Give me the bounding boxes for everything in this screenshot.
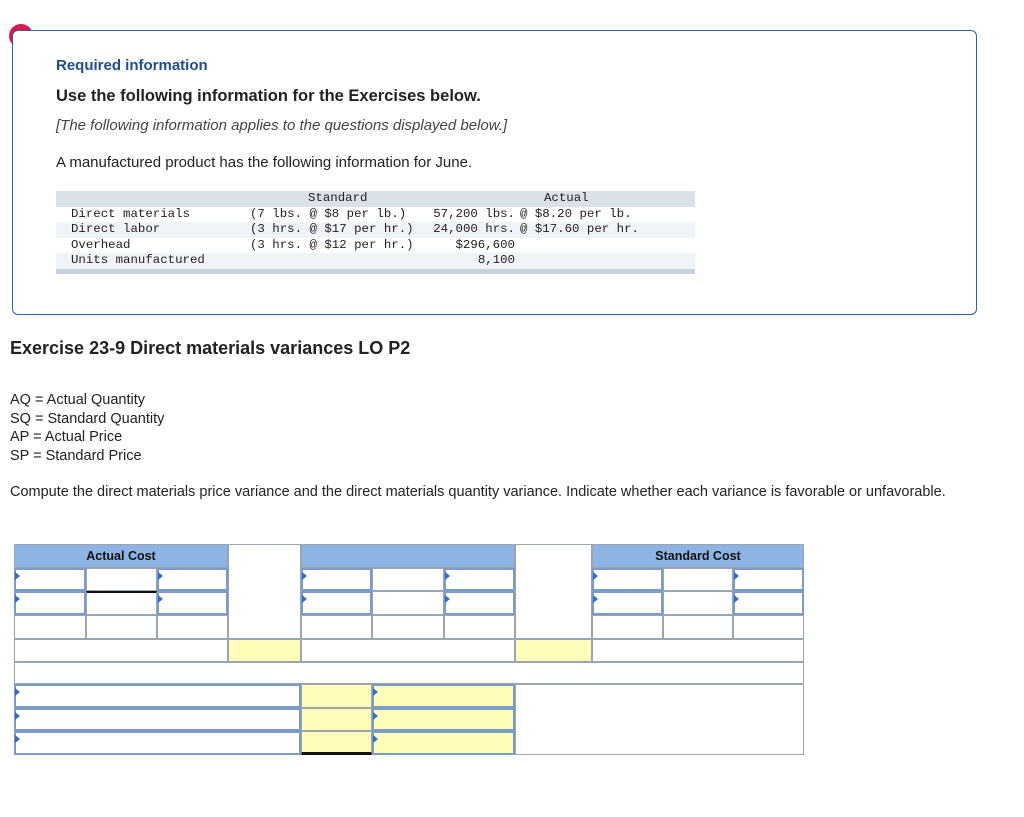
summary-status-select-1[interactable] (372, 684, 515, 708)
spacer-cell (515, 544, 592, 639)
row-label: Direct labor (71, 222, 161, 236)
result-cell (663, 615, 733, 639)
actual-quantity-input[interactable] (14, 568, 86, 591)
operator-cell (86, 568, 157, 591)
summary-label-input-3[interactable] (14, 731, 301, 755)
row-actual-qty: 24,000 hrs. (433, 222, 515, 236)
row-actual-rate: @ $8.20 per lb. (520, 206, 632, 221)
summary-status-select-2[interactable] (372, 708, 515, 731)
standard-header: Standard (308, 191, 368, 205)
row-label: Units manufactured (71, 253, 205, 267)
actual-price-input[interactable] (157, 568, 228, 591)
row-standard: (3 hrs. @ $17 per hr.) (250, 222, 414, 236)
price-variance-label-cell (14, 639, 228, 662)
row-standard: (3 hrs. @ $12 per hr.) (250, 237, 414, 252)
intro-text: A manufactured product has the following information for June. (56, 154, 473, 171)
result-cell (157, 615, 228, 639)
summary-status-select-3[interactable] (372, 731, 515, 755)
operator-cell (372, 591, 444, 615)
operator-cell (372, 568, 444, 591)
required-information-panel (12, 30, 977, 315)
result-cell (14, 615, 86, 639)
standard-quantity-value-input[interactable] (592, 591, 663, 615)
definition-ap: AP = Actual Price (10, 429, 123, 445)
summary-label-input-2[interactable] (14, 708, 301, 731)
standard-price-input-2[interactable] (733, 568, 804, 591)
table-row (56, 222, 695, 238)
variance-answer-grid (14, 544, 804, 755)
row-actual-qty: 8,100 (477, 253, 515, 267)
instructions-text: Compute the direct materials price variance and the direct materials quantity variance. Indicate whether each variance is favorable or unfavorable. (10, 484, 946, 500)
standard-quantity-input[interactable] (592, 568, 663, 591)
table-header-row (56, 191, 695, 207)
summary-blank-area (515, 684, 804, 755)
quantity-variance-label-cell (592, 639, 804, 662)
actual-quantity-value-input-2[interactable] (301, 591, 372, 615)
row-actual-rate: @ $17.60 per hr. (520, 222, 639, 236)
middle-label-cell (301, 639, 515, 662)
result-cell (301, 615, 372, 639)
row-standard: (7 lbs. @ $8 per lb.) (250, 206, 407, 221)
result-cell (733, 615, 804, 639)
actual-quantity-input-2[interactable] (301, 568, 372, 591)
row-actual-qty: 57,200 lbs. (433, 206, 515, 221)
product-data-table (56, 191, 695, 274)
table-row (56, 238, 695, 254)
actual-price-value-input[interactable] (157, 591, 228, 615)
actual-quantity-value-input[interactable] (14, 591, 86, 615)
definition-sq: SQ = Standard Quantity (10, 410, 165, 427)
row-label: Direct materials (71, 206, 190, 221)
standard-price-input[interactable] (444, 568, 515, 591)
quantity-variance-amount-input[interactable] (515, 639, 592, 662)
standard-cost-header: Standard Cost (592, 544, 804, 568)
definition-sp: SP = Standard Price (10, 447, 142, 464)
row-label: Overhead (71, 237, 131, 252)
spacer-row (14, 662, 804, 684)
standard-price-value-input-2[interactable] (733, 591, 804, 615)
summary-amount-input-2[interactable] (301, 708, 372, 731)
standard-quantity-header (301, 544, 515, 568)
definition-aq: AQ = Actual Quantity (10, 392, 146, 408)
operator-cell (663, 591, 733, 615)
operator-cell (86, 591, 157, 615)
actual-cost-header: Actual Cost (14, 544, 228, 568)
summary-amount-input-3[interactable] (301, 731, 372, 755)
row-actual-qty: $296,600 (455, 237, 515, 252)
summary-label-input-1[interactable] (14, 684, 301, 708)
summary-amount-input-1[interactable] (301, 684, 372, 708)
standard-price-value-input[interactable] (444, 591, 515, 615)
exercise-title: Exercise 23-9 Direct materials variances LO P2 (10, 338, 411, 358)
result-cell (86, 615, 157, 639)
operator-cell (663, 568, 733, 591)
price-variance-amount-input[interactable] (228, 639, 301, 662)
result-cell (372, 615, 444, 639)
result-cell (444, 615, 515, 639)
result-cell (592, 615, 663, 639)
required-information-title: Required information (56, 57, 208, 74)
table-row (56, 253, 695, 269)
spacer-cell (228, 544, 301, 639)
applies-note: [The following information applies to the questions displayed below.] (56, 117, 508, 134)
use-following-heading: Use the following information for the Exercises below. (56, 87, 481, 105)
table-row (56, 207, 695, 223)
definitions-list (10, 391, 164, 465)
actual-header: Actual (544, 191, 589, 205)
